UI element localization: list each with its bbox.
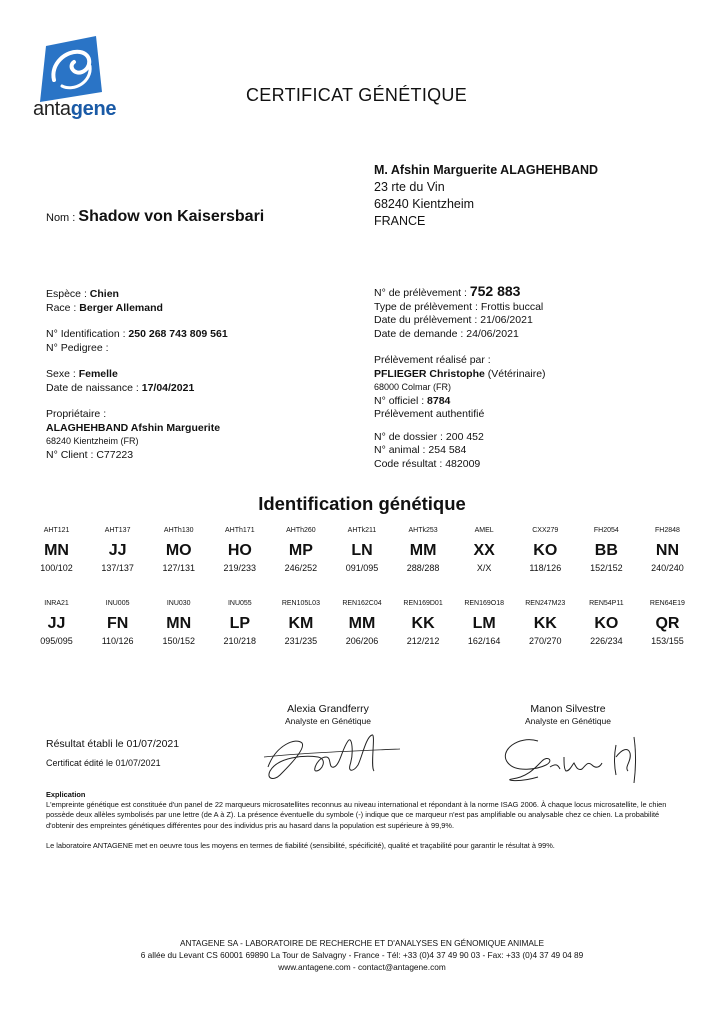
dog-details: Espèce : Chien Race : Berger Allemand N° Identification : 250 268 743 809 561 N° Pedigree : Sexe : Femelle Date de naissance : 17/04/2021 Propriétaire : ALAGHEHBAND Afshin Marguerite 68240 Kientzheim (FR) N° Client : C77223 [46,288,228,461]
marker-cell: AHT121 MN 100/102 [40,527,73,573]
explanation-text: L'empreinte génétique est constituée d'un panel de 22 marqueurs microsatellites reconnus au niveau international et répondant à la norme ISAG 2006. À chaque locus microsatellite, le chien possède deux allèles symbolisés par une lettre (de A à Z). La présence éventuelle du symbole (-) indique que ce marqueur n'est pas amplifiable ou analysable chez ce chien. La probabilité d'obtenir des empreintes génétiques différentes pour des individus pris au hasard dans la population est supérieure à 99,9%. [46,800,667,830]
antagene-logo [40,36,102,102]
dog-name: Shadow von Kaisersbari [78,208,265,225]
client-number: C77223 [96,448,134,461]
result-code: 482009 [445,457,481,470]
marker-cell: AHTh171 HO 219/233 [223,527,257,573]
explanation-guarantee: Le laboratoire ANTAGENE met en oeuvre tous les moyens en termes de fiabilité (sensibilité, spécificité), qualité et traçabilité pour garantir le résultat à 99%. [46,840,555,850]
marker-cell: INU005 FN 110/126 [101,600,134,646]
animal-number: 254 584 [428,444,467,456]
dog-name-line: Nom : Shadow von Kaisersbari [46,208,265,225]
marker-row-1 [26,527,698,573]
owner: ALAGHEHBAND Afshin Marguerite [46,421,221,434]
vet-city: 68000 Colmar (FR) [374,382,452,392]
sample-authenticated: Prélèvement authentifié [374,408,485,420]
marker-cell: REN54P11 KO 226/234 [589,600,624,646]
marker-cell: CXX279 KO 118/126 [529,527,562,573]
signer-name: Alexia Grandferry [287,703,369,715]
signature-image-1 [262,727,402,790]
birth-date: 17/04/2021 [141,381,195,394]
marker-cell: INU030 MN 150/152 [162,600,195,646]
result-dates [46,735,179,773]
marker-cell: AHTk253 MM 288/288 [406,527,440,573]
footer-contact: www.antagene.com - contact@antagene.com [278,962,446,972]
marker-cell: FH2848 NN 240/240 [651,527,684,573]
marker-cell: AMEL XX X/X [473,527,495,573]
official-number: 8784 [427,394,451,407]
marker-cell: INRA21 JJ 095/095 [40,600,73,646]
signature-block-2 [490,703,646,727]
sex: Femelle [78,368,118,380]
owner-city-small: 68240 Kientzheim (FR) [46,436,139,446]
marker-cell: AHTh130 MO 127/131 [162,527,195,573]
marker-cell: AHTh260 MP 246/252 [284,527,318,573]
marker-cell: INU055 LP 210/218 [223,600,257,646]
marker-cell: REN169D01 KK 212/212 [403,600,443,646]
file-number: 200 452 [445,430,484,443]
owner-address [374,162,598,230]
footer [0,937,724,973]
signer-name: Manon Silvestre [530,703,606,715]
marker-cell: REN247M23 KK 270/270 [525,600,566,646]
identification-number: 250 268 743 809 561 [128,328,228,340]
explanation [46,790,686,851]
owner-street: 23 rte du Vin [374,180,445,194]
certificate-edited: Certificat édité le 01/07/2021 [46,758,161,768]
signature-block-1 [250,703,406,727]
species: Chien [89,288,119,300]
logo-wordmark: antagene [33,98,117,120]
owner-name: M. Afshin Marguerite ALAGHEHBAND [374,163,599,177]
marker-cell: AHTk211 LN 091/095 [345,527,379,573]
marker-cell: FH2054 BB 152/152 [590,527,623,573]
result-established: Résultat établi le 01/07/2021 [46,738,180,750]
footer-lab: ANTAGENE SA - LABORATOIRE DE RECHERCHE ET D'ANALYSES EN GÉNOMIQUE ANIMALE [179,938,545,948]
request-date: 24/06/2021 [466,327,519,340]
marker-cell: AHT137 JJ 137/137 [101,527,134,573]
owner-city: 68240 Kientzheim [374,197,475,211]
signer-role: Analyste en Génétique [524,716,611,726]
signature-image-2 [498,727,648,792]
page-title: CERTIFICAT GÉNÉTIQUE [246,85,468,105]
owner-country: FRANCE [374,214,426,228]
marker-cell: REN169O18 LM 162/164 [464,600,505,646]
sample-details: N° de prélèvement : 752 883 Type de prélèvement : Frottis buccal Date du prélèvement : 21/06/2021 Date de demande : 24/06/2021 Prélèvement réalisé par : PFLIEGER Christophe (Vétérinaire) 68000 Colmar (FR) N° officiel : 8784 Prélèvement authentifié N° de dossier : 200 452 N° animal : 254 584 Code résultat : 482009 [374,283,546,470]
explanation-heading: Explication [46,790,86,799]
genetic-id-title: Identification génétique [258,493,466,514]
marker-cell: REN162C04 MM 206/206 [342,600,382,646]
marker-cell: REN64E19 QR 153/155 [649,600,685,646]
vet-name: PFLIEGER Christophe [374,367,485,380]
sample-date: 21/06/2021 [480,314,533,326]
sample-type: Frottis buccal [480,300,544,313]
breed: Berger Allemand [79,301,163,314]
marker-row-2 [26,600,698,646]
marker-cell: REN105L03 KM 231/235 [281,600,320,646]
sample-number: 752 883 [469,283,521,299]
pedigree-label: N° Pedigree : [46,341,109,354]
footer-address: 6 allée du Levant CS 60001 69890 La Tour de Salvagny - France - Tél: +33 (0)4 37 49 90 03 - Fax: +33 (0)4 37 49 04 89 [140,950,584,960]
signer-role: Analyste en Génétique [284,716,371,726]
